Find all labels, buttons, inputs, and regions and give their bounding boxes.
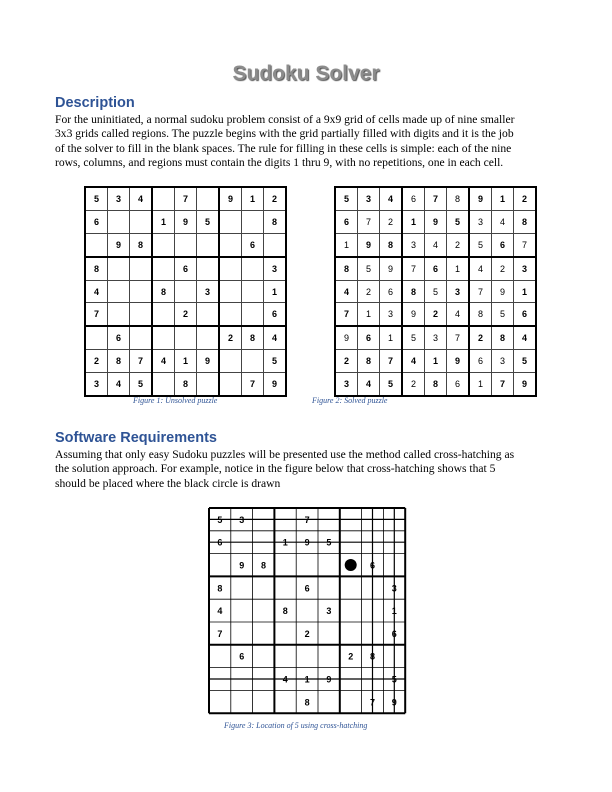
grid-cell: 4 [469, 257, 492, 280]
software-line: the solution approach. For example, notice in the figure below that cross-hatching shows that 5 [55, 462, 496, 476]
grid-cell: 8 [402, 280, 425, 303]
grid-row [85, 280, 286, 303]
grid-cell: 4 [335, 280, 358, 303]
grid-cell: 5 [469, 233, 492, 256]
grid-cell: 6 [425, 257, 447, 280]
grid-cell: 4 [492, 210, 514, 233]
grid-cell: 8 [264, 210, 287, 233]
grid-cell: 9 [197, 350, 220, 373]
grid-row [335, 233, 536, 256]
grid-cell [242, 350, 264, 373]
grid-digit: 9 [326, 674, 332, 685]
grid-cell: 4 [402, 350, 425, 373]
grid-cell: 6 [358, 326, 380, 349]
grid-digit: 7 [369, 697, 376, 708]
figure2-caption: Figure 2: Solved puzzle [312, 396, 388, 405]
grid-cell [197, 257, 220, 280]
grid-cell [130, 257, 153, 280]
grid-cell: 6 [85, 210, 108, 233]
grid-cell: 9 [447, 350, 470, 373]
grid-cell: 7 [380, 350, 403, 373]
grid-cell: 2 [514, 187, 537, 210]
grid-cell: 9 [358, 233, 380, 256]
grid-cell: 3 [85, 373, 108, 396]
grid-cell: 8 [108, 350, 130, 373]
grid-cell [219, 303, 242, 326]
grid-cell: 8 [447, 187, 470, 210]
grid-cell [108, 210, 130, 233]
grid-cell: 8 [242, 326, 264, 349]
grid-cell: 2 [469, 326, 492, 349]
grid-row [335, 210, 536, 233]
grid-row [335, 187, 536, 210]
grid-cell: 4 [85, 280, 108, 303]
grid-row [335, 280, 536, 303]
grid-cell: 8 [514, 210, 537, 233]
grid-cell: 6 [380, 280, 403, 303]
grid-digit: 1 [304, 674, 310, 685]
grid-cell: 4 [108, 373, 130, 396]
grid-cell: 5 [514, 350, 537, 373]
grid-cell: 3 [264, 257, 287, 280]
grid-digit: 1 [282, 537, 288, 548]
description-line: 3x3 grids called regions. The puzzle begins with the grid partially filled with digits and it is the job [55, 127, 514, 141]
grid-digit: 7 [304, 514, 310, 525]
grid-digit: 3 [391, 583, 397, 594]
grid-cell [242, 210, 264, 233]
cross-hatching-grid [208, 507, 408, 717]
grid-cell: 9 [402, 303, 425, 326]
grid-cell: 2 [85, 350, 108, 373]
grid-digit: 6 [217, 537, 223, 548]
unsolved-puzzle-grid [84, 186, 287, 397]
grid-cell: 1 [152, 210, 175, 233]
grid-cell [175, 233, 197, 256]
description-line: rows, columns, and regions must contain the digits 1 thru 9, with no repetitions, one in each cell. [55, 155, 504, 169]
grid-cell: 1 [469, 373, 492, 396]
grid-cell: 3 [514, 257, 537, 280]
grid-cell: 7 [358, 210, 380, 233]
grid-cell [242, 280, 264, 303]
grid-cell: 6 [335, 210, 358, 233]
grid-cell: 1 [175, 350, 197, 373]
grid-cell: 6 [492, 233, 514, 256]
grid-cell: 1 [264, 280, 287, 303]
grid-digit: 2 [304, 628, 310, 639]
grid-cell [197, 326, 220, 349]
grid-cell [130, 210, 153, 233]
grid-cell [152, 303, 175, 326]
grid-cell: 1 [447, 257, 470, 280]
grid-cell: 6 [242, 233, 264, 256]
grid-cell: 1 [358, 303, 380, 326]
grid-cell: 1 [380, 326, 403, 349]
grid-digit: 9 [391, 697, 397, 708]
grid-cell: 6 [264, 303, 287, 326]
figure3-caption: Figure 3: Location of 5 using cross-hatching [224, 721, 368, 730]
grid-cell: 5 [197, 210, 220, 233]
grid-cell [219, 373, 242, 396]
grid-cell [152, 373, 175, 396]
grid-cell: 5 [85, 187, 108, 210]
grid-cell: 7 [447, 326, 470, 349]
grid-cell: 2 [492, 257, 514, 280]
grid-cell: 8 [492, 326, 514, 349]
grid-row [85, 257, 286, 280]
grid-digit: 6 [304, 583, 310, 594]
grid-cell: 8 [469, 303, 492, 326]
grid-cell: 8 [425, 373, 447, 396]
grid-cell: 8 [358, 350, 380, 373]
grid-cell: 9 [108, 233, 130, 256]
grid-digit: 6 [369, 560, 376, 571]
grid-digit: 8 [260, 560, 267, 571]
grid-cell [130, 280, 153, 303]
grid-cell: 5 [380, 373, 403, 396]
grid-cell [219, 210, 242, 233]
grid-digit: 9 [239, 560, 245, 571]
grid-digit: 2 [348, 651, 354, 662]
description-heading: Description [55, 95, 135, 111]
grid-digit: 8 [369, 651, 376, 662]
grid-cell [242, 303, 264, 326]
grid-cell: 3 [197, 280, 220, 303]
grid-cell: 7 [242, 373, 264, 396]
software-line: Assuming that only easy Sudoku puzzles will be presented use the method called cross-hatching as [55, 448, 515, 461]
grid-cell: 7 [130, 350, 153, 373]
grid-cell [108, 280, 130, 303]
software-heading: Software Requirements [55, 430, 217, 446]
grid-cell [242, 257, 264, 280]
grid-cell: 1 [492, 187, 514, 210]
grid-cell: 7 [492, 373, 514, 396]
grid-row [335, 257, 536, 280]
grid-cell: 4 [380, 187, 403, 210]
grid-cell: 5 [358, 257, 380, 280]
grid-cell [219, 280, 242, 303]
grid-cell [108, 303, 130, 326]
grid-row [85, 303, 286, 326]
grid-cell: 9 [175, 210, 197, 233]
grid-row [335, 303, 536, 326]
grid-cell: 6 [402, 187, 425, 210]
grid-cell: 8 [152, 280, 175, 303]
grid-digit: 6 [391, 628, 397, 639]
grid-cell [197, 187, 220, 210]
description-line: of the solver to fill in the blank spaces. The rule for filling in these cells is simple: each of the nine [55, 141, 512, 155]
grid-row [85, 350, 286, 373]
grid-cell: 7 [335, 303, 358, 326]
grid-cell: 5 [335, 187, 358, 210]
grid-cell: 4 [358, 373, 380, 396]
grid-cell: 9 [380, 257, 403, 280]
grid-cell: 2 [264, 187, 287, 210]
grid-cell: 1 [514, 280, 537, 303]
grid-cell [219, 350, 242, 373]
grid-digit: 4 [282, 674, 288, 685]
grid-digit: 8 [217, 583, 223, 594]
grid-cell: 6 [469, 350, 492, 373]
grid-cell: 7 [469, 280, 492, 303]
grid-cell: 6 [175, 257, 197, 280]
grid-cell: 5 [130, 373, 153, 396]
grid-digit: 7 [217, 628, 223, 639]
grid-cell: 7 [514, 233, 537, 256]
grid-cell: 3 [425, 326, 447, 349]
grid-cell: 3 [108, 187, 130, 210]
grid-cell: 4 [514, 326, 537, 349]
grid-cell: 4 [152, 350, 175, 373]
grid-cell: 6 [514, 303, 537, 326]
grid-cell: 3 [469, 210, 492, 233]
grid-row [335, 350, 536, 373]
grid-row [85, 233, 286, 256]
grid-cell [152, 326, 175, 349]
grid-cell: 6 [108, 326, 130, 349]
grid-cell: 9 [264, 373, 287, 396]
grid-row [85, 187, 286, 210]
description-line: For the uninitiated, a normal sudoku problem consist of a 9x9 grid of cells made up of nine smaller [55, 113, 515, 126]
software-line: should be placed where the black circle is drawn [55, 476, 281, 490]
grid-cell [175, 280, 197, 303]
grid-digit: 8 [304, 697, 310, 708]
grid-cell: 3 [335, 373, 358, 396]
grid-cell [152, 233, 175, 256]
grid-cell [264, 233, 287, 256]
grid-digit: 3 [239, 514, 245, 525]
grid-row [335, 373, 536, 396]
grid-digit: 8 [282, 606, 288, 617]
grid-cell: 4 [264, 326, 287, 349]
grid-cell: 2 [447, 233, 470, 256]
grid-row [85, 210, 286, 233]
grid-cell: 7 [402, 257, 425, 280]
grid-row [85, 326, 286, 349]
grid-cell: 1 [335, 233, 358, 256]
grid-cell: 4 [447, 303, 470, 326]
grid-cell: 2 [175, 303, 197, 326]
grid-digit: 6 [239, 651, 245, 662]
description-paragraph [55, 113, 565, 170]
figure1-caption: Figure 1: Unsolved puzzle [133, 396, 218, 405]
grid-digit: 3 [326, 606, 332, 617]
grid-cell: 5 [402, 326, 425, 349]
grid-row [335, 326, 536, 349]
grid-cell [152, 257, 175, 280]
target-circle [345, 559, 357, 571]
grid-digit: 1 [391, 606, 397, 617]
grid-cell [197, 303, 220, 326]
grid-cell: 3 [380, 303, 403, 326]
grid-cell: 7 [175, 187, 197, 210]
grid-cell: 1 [425, 350, 447, 373]
cross-hatching-figure [208, 507, 408, 717]
grid-cell: 9 [514, 373, 537, 396]
grid-cell: 9 [425, 210, 447, 233]
grid-cell: 4 [130, 187, 153, 210]
grid-digit: 9 [304, 537, 310, 548]
grid-cell [197, 373, 220, 396]
grid-cell: 3 [447, 280, 470, 303]
grid-cell: 8 [175, 373, 197, 396]
grid-cell: 5 [425, 280, 447, 303]
grid-cell: 1 [402, 210, 425, 233]
grid-cell: 7 [425, 187, 447, 210]
grid-cell: 3 [358, 187, 380, 210]
grid-cell: 8 [85, 257, 108, 280]
grid-cell [197, 233, 220, 256]
grid-cell: 7 [85, 303, 108, 326]
grid-cell [152, 187, 175, 210]
grid-cell [130, 303, 153, 326]
grid-cell [219, 233, 242, 256]
grid-cell: 8 [380, 233, 403, 256]
grid-digit: 5 [217, 514, 223, 525]
grid-cell: 9 [469, 187, 492, 210]
grid-cell [85, 233, 108, 256]
grid-cell [175, 326, 197, 349]
grid-cell: 8 [335, 257, 358, 280]
grid-row [85, 373, 286, 396]
software-paragraph [55, 448, 565, 491]
grid-cell: 3 [492, 350, 514, 373]
grid-cell [130, 326, 153, 349]
grid-cell: 2 [425, 303, 447, 326]
grid-cell: 9 [335, 326, 358, 349]
grid-cell: 8 [130, 233, 153, 256]
grid-cell: 3 [402, 233, 425, 256]
grid-cell: 5 [264, 350, 287, 373]
grid-cell: 9 [219, 187, 242, 210]
grid-digit: 4 [217, 606, 223, 617]
grid-cell: 9 [492, 280, 514, 303]
grid-cell: 2 [380, 210, 403, 233]
page-title: Sudoku Solver [232, 62, 380, 85]
grid-cell: 2 [335, 350, 358, 373]
grid-cell: 2 [402, 373, 425, 396]
grid-cell: 2 [219, 326, 242, 349]
grid-cell: 5 [492, 303, 514, 326]
solved-puzzle-grid [334, 186, 537, 397]
grid-cell [108, 257, 130, 280]
grid-cell: 6 [447, 373, 470, 396]
grid-digit: 5 [391, 674, 397, 685]
grid-cell: 5 [447, 210, 470, 233]
grid-digit: 5 [326, 537, 332, 548]
grid-cell [85, 326, 108, 349]
grid-cell: 2 [358, 280, 380, 303]
grid-cell: 4 [425, 233, 447, 256]
grid-cell: 1 [242, 187, 264, 210]
grid-cell [219, 257, 242, 280]
